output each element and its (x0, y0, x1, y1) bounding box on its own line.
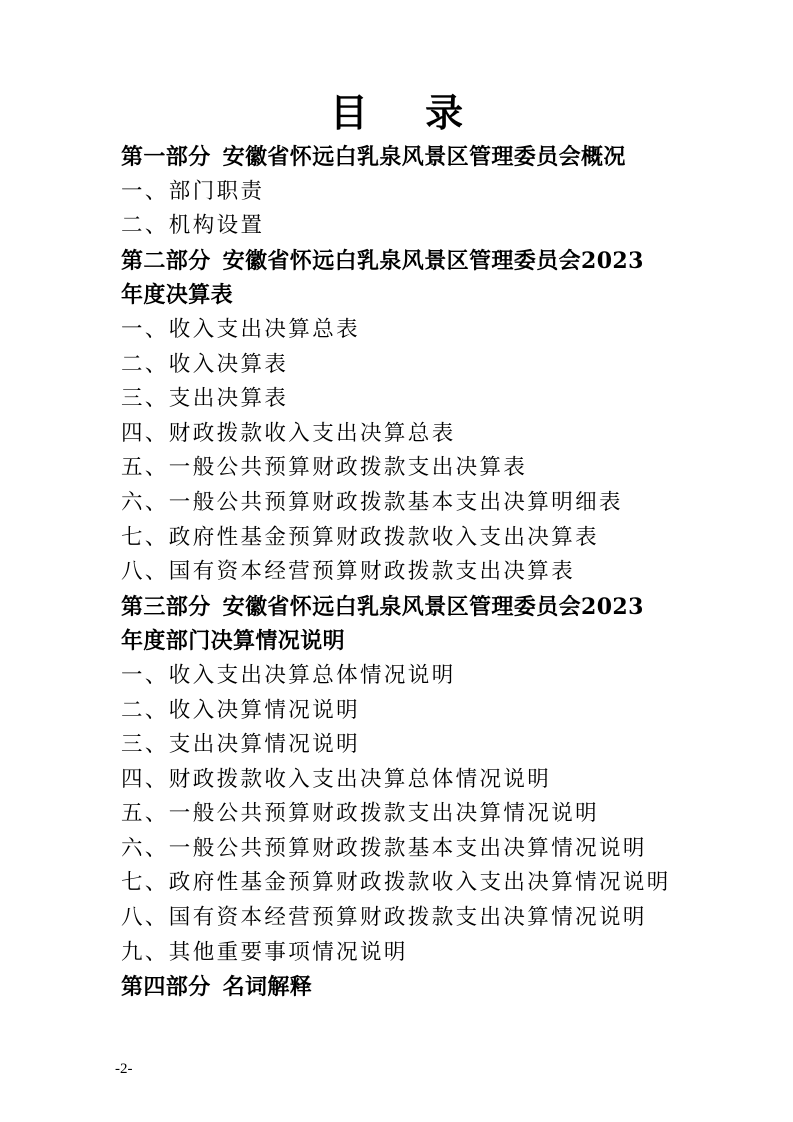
part-1-heading (121, 140, 681, 175)
part-4-label: 第四部分 (121, 974, 211, 1001)
part-3-title: 安徽省怀远白乳泉风景区管理委员会2023 (222, 593, 644, 620)
part-3-heading (121, 590, 681, 625)
part-1-label: 第一部分 (121, 144, 211, 170)
part-2-item: 三、支出决算表 (121, 386, 289, 412)
part-2-heading (121, 244, 681, 279)
part-2-item: 二、收入决算表 (121, 351, 289, 377)
part-2-item: 一、收入支出决算总表 (121, 316, 361, 342)
part-3-item: 八、国有资本经营预算财政拨款支出决算情况说明 (121, 905, 647, 931)
part-2-item: 六、一般公共预算财政拨款基本支出决算明细表 (121, 489, 623, 515)
part-3-item: 四、财政拨款收入支出决算总体情况说明 (121, 766, 552, 792)
page-title: 目 录 (329, 91, 486, 135)
part-2-title: 安徽省怀远白乳泉风景区管理委员会2023 (222, 247, 644, 274)
part-3-item: 一、收入支出决算总体情况说明 (121, 662, 456, 688)
part-3-item: 九、其他重要事项情况说明 (121, 939, 408, 965)
part-3-item: 二、收入决算情况说明 (121, 697, 361, 723)
part-4-title: 名词解释 (222, 974, 313, 1001)
part-1-item: 二、机构设置 (121, 213, 265, 239)
table-of-contents (121, 140, 681, 1005)
part-3-title-continued: 年度部门决算情况说明 (121, 628, 346, 655)
part-2-label: 第二部分 (121, 247, 211, 274)
part-3-item: 五、一般公共预算财政拨款支出决算情况说明 (121, 801, 600, 827)
part-1-item: 一、部门职责 (121, 178, 265, 204)
part-1-title: 安徽省怀远白乳泉风景区管理委员会概况 (222, 144, 626, 170)
part-2-item: 五、一般公共预算财政拨款支出决算表 (121, 455, 528, 481)
part-2-item: 七、政府性基金预算财政拨款收入支出决算表 (121, 524, 600, 550)
part-2-item: 八、国有资本经营预算财政拨款支出决算表 (121, 559, 576, 585)
part-3-label: 第三部分 (121, 593, 211, 620)
part-3-item: 三、支出决算情况说明 (121, 732, 361, 758)
page-number: -2- (115, 1061, 133, 1077)
part-4-heading (121, 970, 681, 1005)
part-3-item: 七、政府性基金预算财政拨款收入支出决算情况说明 (121, 870, 671, 896)
part-2-item: 四、财政拨款收入支出决算总表 (121, 420, 456, 446)
part-2-title-continued: 年度决算表 (121, 282, 234, 309)
part-3-item: 六、一般公共预算财政拨款基本支出决算情况说明 (121, 835, 647, 861)
